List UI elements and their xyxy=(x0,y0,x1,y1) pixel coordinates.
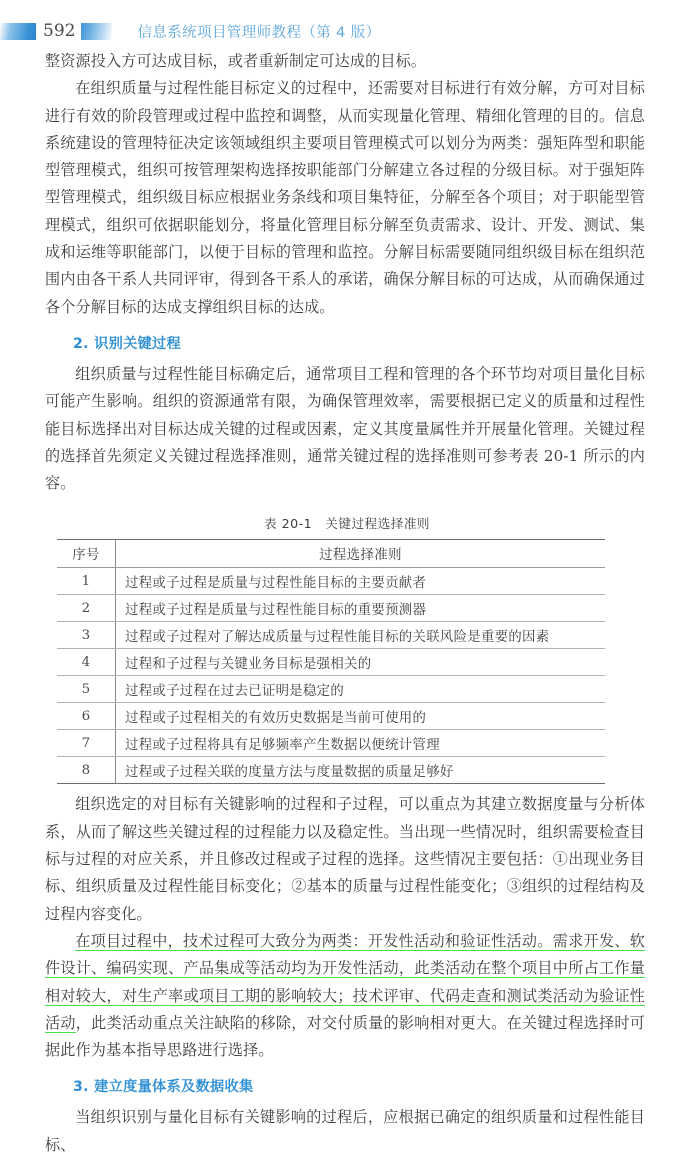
row-criterion: 过程或子过程对了解达成质量与过程性能目标的关联风险是重要的因素 xyxy=(116,622,606,649)
section-heading-3: 3. 建立度量体系及数据收集 xyxy=(73,1079,254,1096)
book-title: 信息系统项目管理师教程（第 4 版） xyxy=(137,24,381,41)
row-number: 2 xyxy=(57,595,116,622)
column-header-criterion: 过程选择准则 xyxy=(116,540,606,568)
table-row xyxy=(57,703,605,730)
row-criterion: 过程或子过程关联的度量方法与度量数据的质量足够好 xyxy=(116,757,606,784)
row-criterion: 过程或子过程在过去已证明是稳定的 xyxy=(116,676,606,703)
header-decoration-bar-right xyxy=(81,23,112,40)
table-header-row xyxy=(57,540,605,568)
table-row xyxy=(57,649,605,676)
annotated-text-b: 需求开发、软件设计、编码实现、产品集成等活动均为开发性活动，此类活动在整个项目中所占工作量相对较大，对生产率或项目工期的影响较大；技术评审、代码走查和测试类活动为验证性活动 xyxy=(45,931,646,1032)
page-number: 592 xyxy=(43,20,76,41)
table-row xyxy=(57,676,605,703)
section-heading-2: 2. 识别关键过程 xyxy=(73,335,182,352)
paragraph-1: 整资源投入方可达成目标，或者重新制定可达成的目标。 xyxy=(45,52,427,70)
paragraph-3: 组织质量与过程性能目标确定后，通常项目工程和管理的各个环节均对项目量化目标可能产生影响。组织的资源通常有限，为确保管理效率，需要根据已定义的质量和过程性能目标选择出对目标达成关键的过程或因素，定义其度量属性并开展量化管理。关键过程的选择首先须定义关键过程选择准则，通常关键过程的选择准则可参考表 20-1 所示的内容。 xyxy=(45,364,645,493)
table-row xyxy=(57,622,605,649)
row-criterion: 过程或子过程是质量与过程性能目标的重要预测器 xyxy=(116,595,606,622)
row-number: 5 xyxy=(57,676,116,703)
paragraph-6: 当组织识别与量化目标有关键影响的过程后，应根据已确定的组织质量和过程性能目标、 xyxy=(45,1108,645,1154)
table-row xyxy=(57,595,605,622)
paragraph-5 xyxy=(45,928,645,1064)
table-row xyxy=(57,757,605,784)
table-body xyxy=(57,568,605,784)
table-row xyxy=(57,568,605,595)
row-number: 4 xyxy=(57,649,116,676)
header-decoration-bar-left xyxy=(0,23,36,40)
paragraph-2: 在组织质量与过程性能目标定义的过程中，还需要对目标进行有效分解，方可对目标进行有效的阶段管理或过程中监控和调整，从而实现量化管理、精细化管理的目的。信息系统建设的管理特征决定该领域组织主要项目管理模式可以划分为两类：强矩阵型和职能型管理模式，组织可按管理架构选择按职能部门分解建立各过程的分级目标。对于强矩阵型管理模式，组织级目标应根据业务条线和项目集特征，分解至各个项目；对于职能型管理模式，组织可依据职能划分，将量化管理目标分解至负责需求、设计、开发、测试、集成和运维等职能部门，以便于目标的管理和监控。分解目标需要随同组织级目标在组织范围内由各干系人共同评审，得到各干系人的承诺，确保分解目标的可达成，从而确保通过各个分解目标的达成支撑组织目标的达成。 xyxy=(45,79,645,316)
paragraph-4: 组织选定的对目标有关键影响的过程和子过程，可以重点为其建立数据度量与分析体系，从而了解这些关键过程的过程能力以及稳定性。当出现一些情况时，组织需要检查目标与过程的对应关系，并且修改过程或子过程的选择。这些情况主要包括：①出现业务目标、组织质量及过程性能目标变化；②基本的质量与过程性能变化；③组织的过程结构及过程内容变化。 xyxy=(45,795,645,923)
paragraph-5-tail: ，此类活动重点关注缺陷的移除，对交付质量的影响相对更大。在关键过程选择时可据此作为基本指导思路进行选择。 xyxy=(45,1013,645,1060)
row-criterion: 过程和子过程与关键业务目标是强相关的 xyxy=(116,649,606,676)
table-head xyxy=(57,540,605,568)
column-header-no: 序号 xyxy=(57,540,116,568)
annotated-text-a: 在项目过程中，技术过程可大致分为两类：开发性活动和验证性活动。 xyxy=(75,931,553,950)
table-caption: 表 20-1 关键过程选择准则 xyxy=(263,516,431,532)
page-content xyxy=(45,48,645,1159)
row-number: 8 xyxy=(57,757,116,784)
table-20-1-container xyxy=(45,513,645,784)
row-criterion: 过程或子过程相关的有效历史数据是当前可使用的 xyxy=(116,703,606,730)
running-header xyxy=(0,18,690,44)
criteria-table xyxy=(57,539,605,784)
row-number: 6 xyxy=(57,703,116,730)
row-number: 3 xyxy=(57,622,116,649)
table-row xyxy=(57,730,605,757)
row-criterion: 过程或子过程是质量与过程性能目标的主要贡献者 xyxy=(116,568,606,595)
row-number: 7 xyxy=(57,730,116,757)
row-criterion: 过程或子过程将具有足够频率产生数据以便统计管理 xyxy=(116,730,606,757)
row-number: 1 xyxy=(57,568,116,595)
